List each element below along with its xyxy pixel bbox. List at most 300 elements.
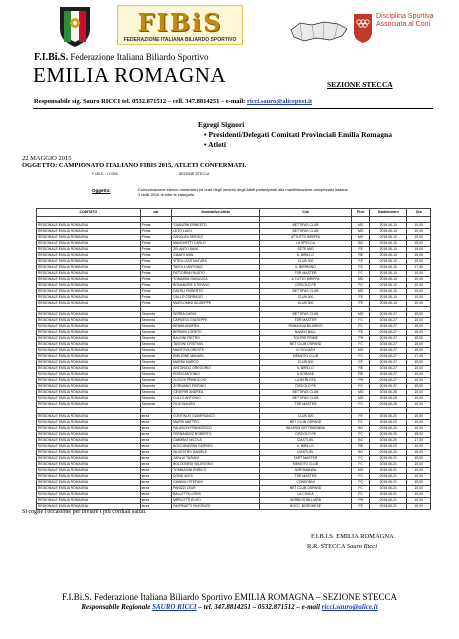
table-cell: Seconda	[140, 312, 172, 318]
table-cell: 2015-06-20	[370, 449, 407, 455]
table-cell: REGIONALE EMILIA ROMAGNA	[37, 396, 141, 402]
table-cell: BETTIFAS CLUB	[259, 390, 351, 396]
table-cell: 15,00	[407, 234, 431, 240]
table-cell: 15,00	[407, 348, 431, 354]
table-cell: 15,00	[407, 330, 431, 336]
column-header: DataIncontro	[370, 209, 407, 217]
table-cell: 10,00	[407, 455, 431, 461]
table-cell: 10,00	[407, 402, 431, 408]
table-cell: Seconda	[140, 348, 172, 354]
table-cell: MEMOTO CLUB	[259, 354, 351, 360]
table-cell: MO	[352, 234, 370, 240]
table-cell: REGIONALE EMILIA ROMAGNA	[37, 419, 141, 425]
table-cell: RE	[352, 372, 370, 378]
table-cell: 10,00	[407, 479, 431, 485]
table-cell: REGIONALE EMILIA ROMAGNA	[37, 461, 141, 467]
table-cell: 10,00	[407, 270, 431, 276]
table-cell: REGIONALE EMILIA ROMAGNA	[37, 390, 141, 396]
table-cell: Seconda	[140, 354, 172, 360]
table-cell: Prima	[140, 258, 172, 264]
table-cell: SILVESTRO DANIELE	[172, 449, 260, 455]
protocol-right: SEZIONE STECCA	[178, 172, 210, 176]
table-cell: BET CLUB OSPAND	[259, 342, 351, 348]
table-cell: GALLO CORRADO	[172, 294, 260, 300]
table-cell: 10,00	[407, 413, 431, 419]
table-cell: CLUB 300	[259, 413, 351, 419]
table-cell: 10,00	[407, 384, 431, 390]
table-cell: MO	[352, 348, 370, 354]
footer-line2	[0, 603, 459, 611]
table-cell: REGIONALE EMILIA ROMAGNA	[37, 360, 141, 366]
table-cell: CIASTLIEL	[259, 437, 351, 443]
table-cell: REGIONALE EMILIA ROMAGNA	[37, 491, 141, 497]
table-cell: REGIONALE EMILIA ROMAGNA	[37, 503, 141, 509]
responsible-label: Responsabile	[34, 98, 71, 105]
signature-role: R.R. STECCA	[307, 543, 346, 550]
table-cell: 2015-06-10	[370, 276, 407, 282]
table-cell: Prima	[140, 240, 172, 246]
table-cell: 2015-06-27	[370, 336, 407, 342]
table-cell: IL BIRRIGNO	[259, 264, 351, 270]
table-cell: terza	[140, 431, 172, 437]
responsible-email-link[interactable]: ricci.sauro@alicepost.it	[246, 98, 313, 105]
table-cell: TAVOLLI ANTONIO	[172, 264, 260, 270]
table-cell: CONTINUO GIANFRANCO	[172, 413, 260, 419]
table-cell: GIANNILI STEFANI	[172, 479, 260, 485]
table-cell: MARCOMINI GIUSEPPE	[172, 300, 260, 306]
table-cell: 2015-06-20	[370, 425, 407, 431]
table-cell: FC	[352, 384, 370, 390]
table-cell: 10,00	[407, 318, 431, 324]
table-cell: Seconda	[140, 336, 172, 342]
table-cell: LA CIVICA	[259, 491, 351, 497]
table-cell: BETTIFAS CLUB	[259, 288, 351, 294]
table-cell: MARINI MARCO	[172, 360, 260, 366]
table-cell: 2015-06-28	[370, 402, 407, 408]
table-cell: 15,00	[407, 240, 431, 246]
table-cell: REGIONALE EMILIA ROMAGNA	[37, 431, 141, 437]
table-cell: REGIONALE EMILIA ROMAGNA	[37, 497, 141, 503]
fibis-shield-logo	[58, 3, 92, 48]
table-cell: EMILIONE MANUEL	[172, 354, 260, 360]
table-cell: 2015-06-20	[370, 419, 407, 425]
recipient-item: • Presidenti/Delegati Comitati Provinciali Emilia Romagna	[204, 130, 392, 139]
table-cell: FE	[352, 258, 370, 264]
table-cell: 10,00	[407, 503, 431, 509]
table-cell: GUANZINI ERNESTO	[172, 222, 260, 228]
emilia-romagna-map-icon	[290, 20, 348, 42]
table-cell: ILSORASE	[259, 372, 351, 378]
table-cell: FC	[352, 461, 370, 467]
table-cell: Seconda	[140, 318, 172, 324]
table-cell: Prima	[140, 222, 172, 228]
table-cell: REGIONALE EMILIA ROMAGNA	[37, 288, 141, 294]
table-cell: MO	[352, 396, 370, 402]
table-cell: SERRA DARIO	[172, 312, 260, 318]
table-cell: 2015-06-27	[370, 372, 407, 378]
table-cell: 10,00	[407, 276, 431, 282]
table-cell: BETTIFAS CLUB	[259, 222, 351, 228]
table-cell: FE	[352, 294, 370, 300]
table-cell: 15,00	[407, 324, 431, 330]
table-cell: TDR MASTER	[259, 318, 351, 324]
table-cell: 15,00	[407, 252, 431, 258]
column-header: COMITATO	[37, 209, 141, 217]
table-cell: REGIONALE EMILIA ROMAGNA	[37, 234, 141, 240]
table-cell: TASSINI CRISTIAN	[172, 342, 260, 348]
table-cell: 10,00	[407, 360, 431, 366]
table-cell: MO	[352, 390, 370, 396]
table-cell: MO	[352, 467, 370, 473]
table-cell: GERBIOS BILLIARD	[259, 497, 351, 503]
table-cell: CLUB 300	[259, 360, 351, 366]
table-cell: 2015-06-21	[370, 461, 407, 467]
table-cell: 2015-06-28	[370, 396, 407, 402]
table-cell: BALDINI PIETRO	[172, 336, 260, 342]
table-cell: REGIONALE EMILIA ROMAGNA	[37, 449, 141, 455]
table-cell: BONAMORE STEFANO	[172, 282, 260, 288]
table-cell: 10,00	[407, 312, 431, 318]
table-cell: ZUCCHI PRIMUCCIO	[172, 378, 260, 384]
table-cell: 10,00	[407, 366, 431, 372]
table-cell: 2015-06-10	[370, 264, 407, 270]
table-cell: BERNINI LORETO	[172, 330, 260, 336]
table-cell: 2015-06-10	[370, 246, 407, 252]
table-cell: FE	[352, 503, 370, 509]
table-cell: 2015-06-27	[370, 330, 407, 336]
table-cell: CLUB 300	[259, 300, 351, 306]
table-cell: Seconda	[140, 342, 172, 348]
table-cell: IL BIRILLO	[259, 366, 351, 372]
table-cell: 2015-06-27	[370, 348, 407, 354]
table-cell: FC	[352, 354, 370, 360]
table-cell: TDR MASTER	[259, 270, 351, 276]
table-cell: BET CLUB OSPAND	[259, 485, 351, 491]
table-cell: 10,00	[407, 425, 431, 431]
table-cell: 10,00	[407, 282, 431, 288]
table-cell: FC	[352, 324, 370, 330]
table-cell: 15,00	[407, 336, 431, 342]
table-cell: Seconda	[140, 378, 172, 384]
table-cell: FALASCHI FRANCESCO	[172, 425, 260, 431]
footer-phones: – tel. 347.8814251 – 0532.871512 – e-mail	[198, 603, 320, 611]
table-cell: terza	[140, 467, 172, 473]
table-cell: ROMAGNA BILIARDO	[259, 324, 351, 330]
table-cell: 2015-06-10	[370, 270, 407, 276]
table-cell: 2015-06-21	[370, 491, 407, 497]
table-cell: REGIONALE EMILIA ROMAGNA	[37, 479, 141, 485]
table-cell: MARRI MATTEO	[172, 419, 260, 425]
fibis-logo-text: FIBiS	[137, 8, 223, 37]
table-cell: Seconda	[140, 402, 172, 408]
table-cell: 15,00	[407, 431, 431, 437]
table-cell: terza	[140, 473, 172, 479]
oggetto-label: Oggetto:	[92, 188, 111, 193]
table-cell: 2015-06-20	[370, 443, 407, 449]
table-cell: FC	[352, 491, 370, 497]
table-cell: 2015-06-28	[370, 390, 407, 396]
table-cell: 10,00	[407, 372, 431, 378]
table-cell: Seconda	[140, 372, 172, 378]
table-cell: REGIONALE EMILIA ROMAGNA	[37, 413, 141, 419]
table-cell: 2015-06-27	[370, 342, 407, 348]
table-cell: MO	[352, 222, 370, 228]
table-cell: FC	[352, 402, 370, 408]
table-cell: BOCCANEGRA GIORGIO	[172, 443, 260, 449]
federation-abbr: F.I.Bi.S.	[34, 52, 69, 63]
table-cell: REGIONALE EMILIA ROMAGNA	[37, 276, 141, 282]
table-cell: Seconda	[140, 360, 172, 366]
table-cell: 15,00	[407, 258, 431, 264]
table-cell: 2015-06-21	[370, 473, 407, 479]
table-cell: Prima	[140, 276, 172, 282]
table-cell: PR	[352, 336, 370, 342]
table-cell: 2015-06-27	[370, 384, 407, 390]
table-cell: 2015-06-10	[370, 300, 407, 306]
table-cell: ROSSI ANTONIO	[172, 372, 260, 378]
table-cell: ZILIO MAURO	[172, 402, 260, 408]
table-cell: 2015-06-10	[370, 288, 407, 294]
table-cell: FE	[352, 413, 370, 419]
coni-label-line2: Associata al Coni	[376, 21, 431, 28]
table-cell: 2015-06-27	[370, 354, 407, 360]
table-cell: 2015-06-21	[370, 467, 407, 473]
responsible-name: sig. Sauro RICCI	[72, 98, 121, 105]
table-cell: FC	[352, 282, 370, 288]
table-cell: REGIONALE EMILIA ROMAGNA	[37, 443, 141, 449]
table-cell: REGIONALE EMILIA ROMAGNA	[37, 264, 141, 270]
table-cell: ZANLUI TAZIANI	[172, 455, 260, 461]
column-header: Ora	[407, 209, 431, 217]
table-cell: REGIONALE EMILIA ROMAGNA	[37, 473, 141, 479]
table-cell: PR	[352, 497, 370, 503]
table-cell: CAPASSO GIUSEPPE	[172, 318, 260, 324]
table-cell: 2015-06-27	[370, 318, 407, 324]
table-cell: Prima	[140, 294, 172, 300]
table-cell: BETTIFAS CLUB	[259, 312, 351, 318]
column-header: cat	[140, 209, 172, 217]
table-cell: RE	[352, 443, 370, 449]
responsible-phone: tel. 0532.871512 – cell. 347.8814251 – e-mail:	[121, 98, 246, 105]
table-cell: terza	[140, 413, 172, 419]
table-cell: 15,00	[407, 342, 431, 348]
table-cell: terza	[140, 425, 172, 431]
table-cell: 2015-06-21	[370, 455, 407, 461]
table-cell: BO	[352, 240, 370, 246]
table-cell: 2015-06-20	[370, 431, 407, 437]
table-cell: FC	[352, 455, 370, 461]
footer-email-link[interactable]: ricci.sauro@alice.it	[321, 603, 378, 611]
table-cell: BALLETTA LORIS	[172, 491, 260, 497]
table-cell: TOMASINI GIANLUCA	[172, 276, 260, 282]
table-cell: 10,00	[407, 288, 431, 294]
table-cell: RE	[352, 366, 370, 372]
table-cell: REGIONALE EMILIA ROMAGNA	[37, 222, 141, 228]
signature-line2	[307, 543, 377, 550]
table-cell: 2015-06-27	[370, 360, 407, 366]
table-cell: FE	[352, 360, 370, 366]
closing-text: Si coglie l'occasione per inviare i più cordiali saluti.	[22, 509, 147, 515]
table-cell: FC	[352, 342, 370, 348]
table-cell: terza	[140, 449, 172, 455]
table-cell: FE	[352, 246, 370, 252]
table-cell: terza	[140, 491, 172, 497]
table-cell: BETTIFAS CLUB	[259, 396, 351, 402]
table-cell: 10,00	[407, 443, 431, 449]
table-cell: terza	[140, 437, 172, 443]
protocol-left: F.I.Bi.S. - I.CONI	[92, 172, 118, 176]
table-cell: Prima	[140, 300, 172, 306]
table-cell: FC	[352, 485, 370, 491]
table-cell: 10,00	[407, 378, 431, 384]
table-cell: 2015-06-27	[370, 324, 407, 330]
footer-line1: F.I.Bi.S. Federazione Italiana Biliardo Sportivo EMILIA ROMAGNA – SEZIONE STECCA	[62, 592, 397, 602]
table-cell: ZANOLINI SERGIO	[172, 234, 260, 240]
table-cell: BO	[352, 449, 370, 455]
table-cell: CONSONNI	[259, 479, 351, 485]
table-cell: GESERRI ANDREA	[172, 390, 260, 396]
table-cell: DONA' ALEX	[172, 473, 260, 479]
table-cell: 15,00	[407, 246, 431, 252]
table-cell: 2015-06-10	[370, 234, 407, 240]
table-cell: terza	[140, 443, 172, 449]
table-cell: 17,30	[407, 437, 431, 443]
table-cell: FE	[352, 330, 370, 336]
table-cell: CIMMINO NICOLA	[172, 437, 260, 443]
table-cell: Seconda	[140, 330, 172, 336]
table-cell: MO	[352, 276, 370, 282]
table-cell: BILIARDI SETTEMONNA	[259, 425, 351, 431]
table-cell: SETE MIG	[259, 246, 351, 252]
athletes-table	[36, 208, 431, 510]
table-cell: 10,00	[407, 228, 431, 234]
table-cell: REGIONALE EMILIA ROMAGNA	[37, 342, 141, 348]
table-cell: BOLOGNESI VALENTINO	[172, 461, 260, 467]
table-cell: 17,30	[407, 354, 431, 360]
table-cell: REGIONALE EMILIA ROMAGNA	[37, 366, 141, 372]
table-cell: BET CLUB OSPAND	[259, 419, 351, 425]
table-cell: ANTONIOLI GREGORIO	[172, 366, 260, 372]
table-cell: CIRCOLO PE	[259, 384, 351, 390]
table-cell: Prima	[140, 234, 172, 240]
table-cell: IL BIRILLO	[259, 443, 351, 449]
table-cell: terza	[140, 503, 172, 509]
table-cell: PR	[352, 378, 370, 384]
table-cell: Prima	[140, 246, 172, 252]
table-cell: REGIONALE EMILIA ROMAGNA	[37, 258, 141, 264]
table-cell: GIAURI IVAN	[172, 252, 260, 258]
column-header: Nominativo Atleta	[172, 209, 260, 217]
table-cell: 2015-06-21	[370, 503, 407, 509]
table-cell: 10,00	[407, 461, 431, 467]
table-cell: FATTORINI FAUSTO	[172, 270, 260, 276]
table-cell: BOCC. BORGHESE	[259, 503, 351, 509]
table-cell: 2015-06-21	[370, 479, 407, 485]
table-cell: ATTUTTO BIRIFFA	[259, 234, 351, 240]
table-cell: 10,00	[407, 396, 431, 402]
table-cell: AVROMANDA	[259, 467, 351, 473]
table-cell: 10,00	[407, 222, 431, 228]
table-cell: CLUB 300	[259, 294, 351, 300]
table-cell: LA SPECCA	[259, 240, 351, 246]
table-cell: 10,00	[407, 467, 431, 473]
table-cell: MEMOTO CLUB	[259, 461, 351, 467]
table-cell: 2015-06-21	[370, 497, 407, 503]
oggetto-text: Comunicazione elenco nominativi ed orari degli incontri degli Atleti partecipanti alla manifestazione campionato italiano 3 birilli 2015 di tutte le categorie.	[138, 187, 348, 197]
table-cell: Seconda	[140, 324, 172, 330]
table-cell: terza	[140, 497, 172, 503]
letter-date: 22 MAGGIO 2015	[22, 155, 72, 162]
table-cell: BETTIFAS CLUB	[259, 228, 351, 234]
table-cell: 2015-06-10	[370, 228, 407, 234]
table-cell: REGIONALE EMILIA ROMAGNA	[37, 282, 141, 288]
table-cell: REGIONALE EMILIA ROMAGNA	[37, 228, 141, 234]
table-cell: REGIONALE EMILIA ROMAGNA	[37, 324, 141, 330]
coni-label	[376, 13, 434, 29]
table-header-row	[37, 209, 431, 217]
table-cell: REGIONALE EMILIA ROMAGNA	[37, 246, 141, 252]
table-cell: 10,00	[407, 390, 431, 396]
table-cell: REGIONALE EMILIA ROMAGNA	[37, 294, 141, 300]
signature-name: Sauro Ricci	[346, 543, 377, 550]
table-cell: FAVPINATTI VINCENZO	[172, 503, 260, 509]
table-cell: Seconda	[140, 396, 172, 402]
header-divider	[33, 108, 433, 109]
region-title: EMILIA ROMAGNA	[33, 63, 227, 87]
table-cell: 2015-06-10	[370, 240, 407, 246]
table-cell: TDR MASTER	[259, 473, 351, 479]
table-cell: REGIONALE EMILIA ROMAGNA	[37, 354, 141, 360]
table-cell: Prima	[140, 228, 172, 234]
table-cell: Prima	[140, 264, 172, 270]
table-cell: REGIONALE EMILIA ROMAGNA	[37, 402, 141, 408]
table-cell: 10,00	[407, 294, 431, 300]
table-cell: LA BERLOTA	[259, 378, 351, 384]
table-cell: 10,00	[407, 497, 431, 503]
table-cell: TART MASTER	[259, 455, 351, 461]
table-cell: MO	[352, 228, 370, 234]
table-cell: CIRCOLO PE	[259, 431, 351, 437]
table-cell: 15,00	[407, 449, 431, 455]
table-cell: FC	[352, 431, 370, 437]
table-cell: REGIONALE EMILIA ROMAGNA	[37, 455, 141, 461]
table-cell: REGIONALE EMILIA ROMAGNA	[37, 485, 141, 491]
table-cell: PC	[352, 479, 370, 485]
table-cell: FC	[352, 473, 370, 479]
table-cell: REGIONALE EMILIA ROMAGNA	[37, 270, 141, 276]
table-cell: CIRCOLO PE	[259, 282, 351, 288]
table-cell: terza	[140, 419, 172, 425]
table-cell: REGIONALE EMILIA ROMAGNA	[37, 437, 141, 443]
table-cell: TDR MASTER	[259, 402, 351, 408]
table-cell: 2015-06-10	[370, 252, 407, 258]
table-cell: PC	[352, 264, 370, 270]
table-cell: DAVOLI ROBERTO	[172, 288, 260, 294]
footer-name: SAURO RICCI	[152, 603, 197, 611]
table-cell: Seconda	[140, 390, 172, 396]
table-cell: REGIONALE EMILIA ROMAGNA	[37, 372, 141, 378]
responsible-line	[34, 98, 312, 105]
table-cell: Seconda	[140, 384, 172, 390]
table-cell: Prima	[140, 252, 172, 258]
table-cell: MERLOTTI ELVIO	[172, 497, 260, 503]
table-cell: Prima	[140, 288, 172, 294]
table-cell: 10,00	[407, 491, 431, 497]
federation-name: Federazione Italiana Biliardo Sportivo	[70, 52, 209, 62]
greeting: Egregi Signori	[198, 120, 245, 129]
fibis-logo-subtitle: FEDERAZIONE ITALIANA BILIARDO SPORTIVO	[123, 37, 237, 43]
footer-prefix: Responsabile Regionale	[81, 603, 151, 611]
